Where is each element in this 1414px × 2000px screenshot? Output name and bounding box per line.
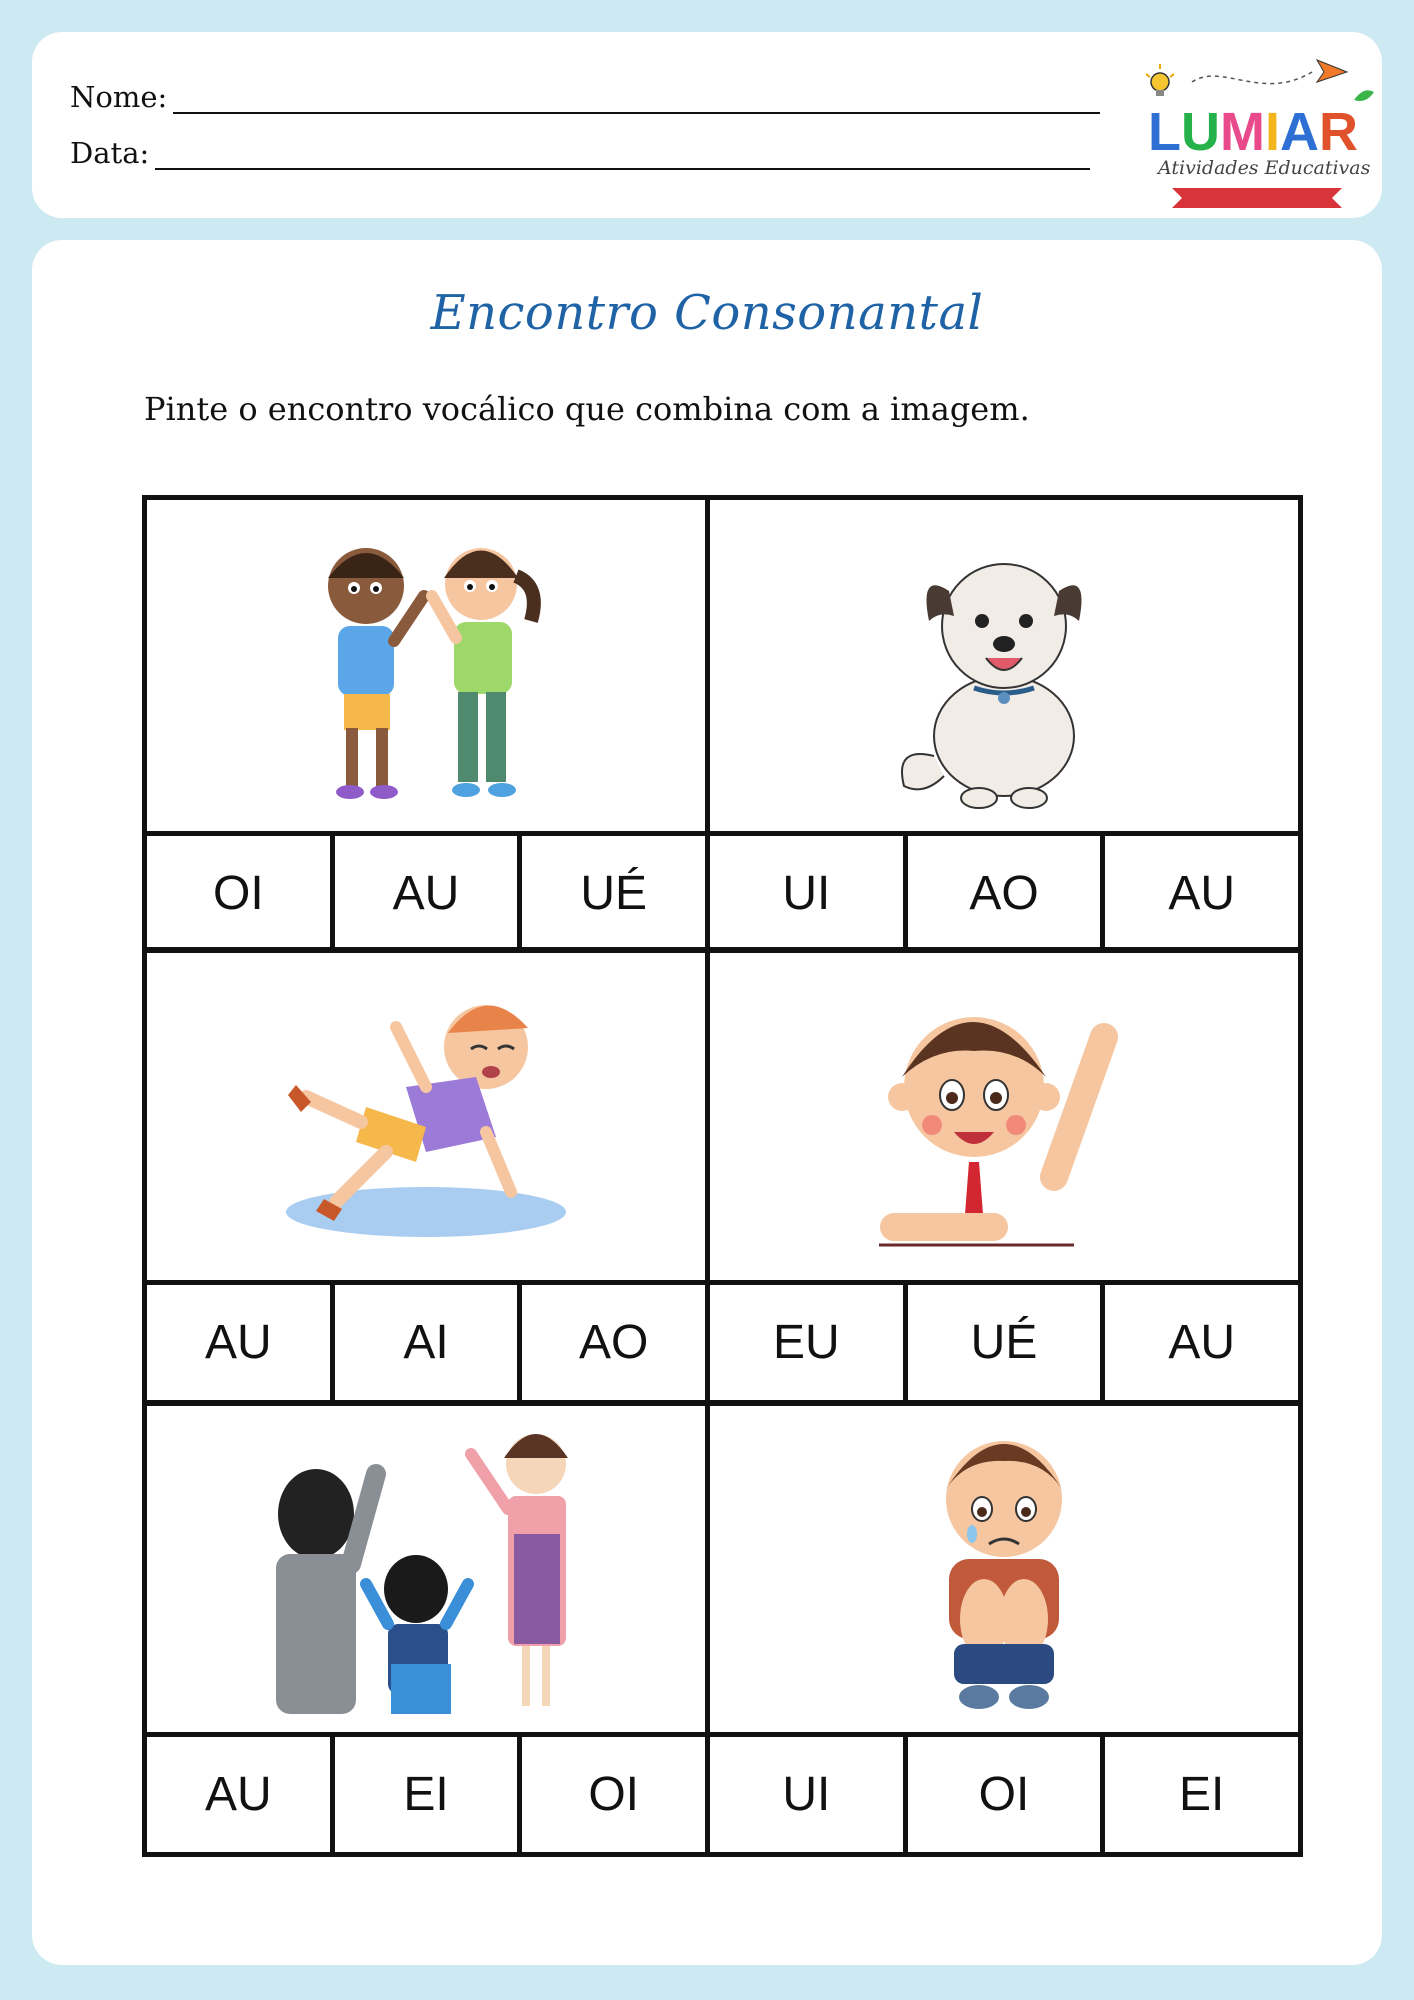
option-box[interactable]: EU bbox=[772, 1316, 840, 1369]
options-row bbox=[147, 1737, 705, 1852]
name-line[interactable] bbox=[173, 86, 1100, 114]
date-line[interactable] bbox=[155, 142, 1090, 170]
option-box[interactable]: OI bbox=[517, 1737, 705, 1852]
picture-frame bbox=[147, 500, 705, 836]
lumiar-logo bbox=[1132, 42, 1382, 218]
option-box[interactable]: AU bbox=[1100, 836, 1298, 950]
boy-raising-hand-illustration bbox=[874, 977, 1134, 1257]
item-cell bbox=[147, 953, 705, 1400]
lightbulb-icon bbox=[1146, 64, 1174, 96]
option-box[interactable]: UI bbox=[782, 866, 831, 920]
answer-grid bbox=[142, 495, 1303, 1857]
name-field[interactable] bbox=[70, 80, 1100, 114]
option-box[interactable]: OI bbox=[903, 1737, 1101, 1852]
picture-frame bbox=[710, 500, 1298, 836]
options-row bbox=[710, 1285, 1298, 1400]
option-box[interactable]: AO bbox=[517, 1285, 705, 1400]
boy-slipping-illustration bbox=[276, 977, 576, 1257]
option-box[interactable]: EI bbox=[1100, 1737, 1298, 1852]
option-box[interactable]: AI bbox=[330, 1285, 518, 1400]
item-cell bbox=[147, 1406, 705, 1852]
options-row bbox=[710, 836, 1298, 950]
family-greeting-illustration bbox=[246, 1414, 606, 1724]
svg-text:LUMIAR: LUMIAR bbox=[1148, 102, 1358, 162]
option-box[interactable]: AU bbox=[204, 1316, 272, 1369]
header-card bbox=[32, 32, 1382, 218]
svg-text:Atividades Educativas: Atividades Educativas bbox=[1158, 157, 1371, 179]
instruction-text: Pinte o encontro vocálico que combina com a imagem. bbox=[144, 390, 1030, 428]
option-box[interactable]: UÉ bbox=[517, 836, 705, 950]
option-box[interactable]: UI bbox=[782, 1768, 831, 1821]
item-cell bbox=[710, 1406, 1298, 1852]
item-cell bbox=[710, 953, 1298, 1400]
puppy-dog-illustration bbox=[854, 516, 1154, 816]
date-field[interactable] bbox=[70, 136, 1090, 170]
picture-frame bbox=[147, 953, 705, 1285]
option-box[interactable]: AO bbox=[903, 836, 1101, 950]
worksheet-card bbox=[32, 240, 1382, 1965]
item-cell bbox=[147, 500, 705, 950]
crying-boy-illustration bbox=[904, 1419, 1104, 1719]
options-row bbox=[147, 836, 705, 950]
option-box[interactable]: UÉ bbox=[903, 1285, 1101, 1400]
children-high-five-illustration bbox=[276, 516, 576, 816]
item-cell bbox=[710, 500, 1298, 950]
name-label: Nome: bbox=[70, 80, 168, 114]
option-box[interactable]: OI bbox=[213, 866, 264, 920]
option-box[interactable]: AU bbox=[330, 836, 518, 950]
options-row bbox=[710, 1737, 1298, 1852]
picture-frame bbox=[710, 1406, 1298, 1737]
picture-frame bbox=[147, 1406, 705, 1737]
paper-plane-icon bbox=[1317, 60, 1347, 82]
option-box[interactable]: AU bbox=[204, 1768, 272, 1821]
date-label: Data: bbox=[70, 136, 150, 170]
option-box[interactable]: EI bbox=[330, 1737, 518, 1852]
option-box[interactable]: AU bbox=[1100, 1285, 1298, 1400]
options-row bbox=[147, 1285, 705, 1400]
picture-frame bbox=[710, 953, 1298, 1285]
worksheet-title: Encontro Consonantal bbox=[430, 285, 984, 341]
